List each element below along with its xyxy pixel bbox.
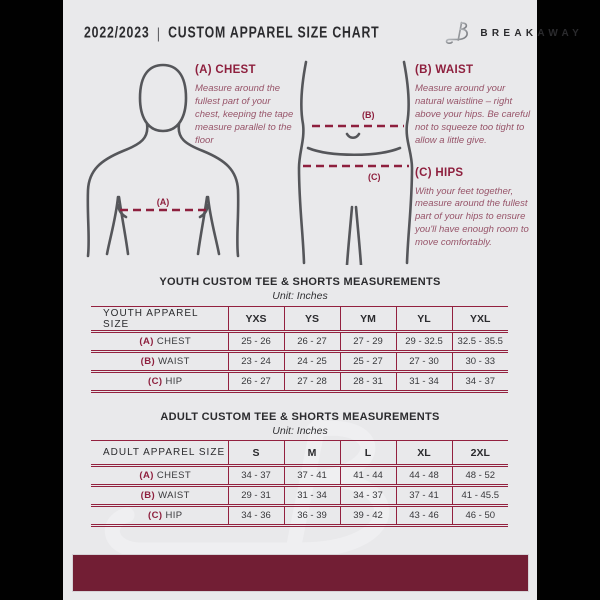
youth-size-table bbox=[91, 306, 508, 393]
row-marker: (B) bbox=[140, 490, 156, 501]
brand-wordmark: BREAKAWAY bbox=[480, 27, 584, 39]
youth-table-title: YOUTH CUSTOM TEE & SHORTS MEASUREMENTS bbox=[159, 276, 441, 288]
breakaway-logo-icon bbox=[444, 19, 471, 45]
chest-heading: (A) CHEST bbox=[195, 64, 256, 76]
table-cell: 26 - 27 bbox=[284, 332, 340, 352]
hips-marker-label: (C) bbox=[368, 172, 381, 182]
table-cell: 34 - 36 bbox=[228, 506, 284, 526]
row-name: WAIST bbox=[158, 356, 190, 367]
youth-table-unit: Unit: Inches bbox=[272, 290, 328, 302]
youth-size-column-label: YOUTH APPAREL SIZE bbox=[91, 307, 228, 332]
column-header: YS bbox=[284, 307, 340, 332]
table-cell: 43 - 46 bbox=[396, 506, 452, 526]
hips-guide bbox=[415, 167, 532, 251]
table-cell: 41 - 45.5 bbox=[452, 486, 508, 506]
column-header: M bbox=[284, 441, 340, 466]
table-cell: 34 - 37 bbox=[228, 466, 284, 486]
youth-size-table-wrap bbox=[91, 306, 508, 393]
adult-size-table bbox=[91, 440, 508, 527]
column-header: 2XL bbox=[452, 441, 508, 466]
table-cell: 23 - 24 bbox=[228, 352, 284, 372]
column-header: YXL bbox=[452, 307, 508, 332]
table-cell: 36 - 39 bbox=[284, 506, 340, 526]
row-marker: (C) bbox=[148, 510, 163, 521]
youth-header-row bbox=[91, 307, 508, 332]
table-row bbox=[91, 466, 508, 486]
brand-lockup bbox=[444, 19, 583, 45]
header bbox=[84, 16, 584, 48]
table-cell: 44 - 48 bbox=[396, 466, 452, 486]
table-row bbox=[91, 352, 508, 372]
chest-marker-label: (A) bbox=[156, 197, 170, 207]
waist-guide bbox=[415, 64, 532, 148]
row-label bbox=[91, 506, 228, 526]
column-header: YM bbox=[340, 307, 396, 332]
table-cell: 37 - 41 bbox=[396, 486, 452, 506]
table-cell: 27 - 28 bbox=[284, 372, 340, 392]
adult-size-column-label: ADULT APPAREL SIZE bbox=[91, 441, 228, 466]
table-row bbox=[91, 332, 508, 352]
table-cell: 25 - 26 bbox=[228, 332, 284, 352]
table-cell: 27 - 30 bbox=[396, 352, 452, 372]
table-cell: 28 - 31 bbox=[340, 372, 396, 392]
row-label bbox=[91, 332, 228, 352]
edition-label: 2022/2023 bbox=[84, 22, 150, 42]
row-label bbox=[91, 486, 228, 506]
column-header: L bbox=[340, 441, 396, 466]
table-row bbox=[91, 372, 508, 392]
row-name: WAIST bbox=[158, 490, 190, 501]
table-cell: 37 - 41 bbox=[284, 466, 340, 486]
adult-size-table-wrap bbox=[91, 440, 508, 527]
adult-table-unit: Unit: Inches bbox=[272, 425, 328, 437]
table-cell: 39 - 42 bbox=[340, 506, 396, 526]
adult-table-title: ADULT CUSTOM TEE & SHORTS MEASUREMENTS bbox=[160, 411, 440, 423]
table-cell: 27 - 29 bbox=[340, 332, 396, 352]
chart-title: CUSTOM APPAREL SIZE CHART bbox=[168, 22, 380, 42]
table-cell: 29 - 31 bbox=[228, 486, 284, 506]
table-cell: 34 - 37 bbox=[340, 486, 396, 506]
lower-body-outline bbox=[299, 62, 412, 265]
row-label bbox=[91, 466, 228, 486]
table-cell: 25 - 27 bbox=[340, 352, 396, 372]
measure-guide-section bbox=[63, 50, 537, 272]
table-cell: 31 - 34 bbox=[284, 486, 340, 506]
waist-heading: (B) WAIST bbox=[415, 64, 474, 76]
table-cell: 34 - 37 bbox=[452, 372, 508, 392]
footer-bar bbox=[72, 554, 529, 592]
table-cell: 24 - 25 bbox=[284, 352, 340, 372]
size-chart-document bbox=[63, 0, 584, 600]
waist-instructions: Measure around your natural waistline – right above your hips. Be careful not to squeeze too tight to allow a little give. bbox=[415, 83, 531, 146]
table-cell: 26 - 27 bbox=[228, 372, 284, 392]
adult-header-row bbox=[91, 441, 508, 466]
table-cell: 31 - 34 bbox=[396, 372, 452, 392]
table-cell: 46 - 50 bbox=[452, 506, 508, 526]
row-marker: (A) bbox=[139, 336, 154, 347]
page-title bbox=[84, 23, 379, 41]
table-cell: 41 - 44 bbox=[340, 466, 396, 486]
row-marker: (C) bbox=[148, 376, 163, 387]
waist-hips-figure-illustration bbox=[294, 60, 419, 265]
row-marker: (B) bbox=[140, 356, 156, 367]
hips-heading: (C) HIPS bbox=[415, 166, 464, 179]
table-cell: 29 - 32.5 bbox=[396, 332, 452, 352]
chest-instructions: Measure around the fullest part of your chest, keeping the tape measure parallel to the floor bbox=[195, 83, 294, 146]
chest-guide bbox=[195, 64, 298, 148]
table-row bbox=[91, 506, 508, 526]
table-cell: 30 - 33 bbox=[452, 352, 508, 372]
row-marker: (A) bbox=[139, 470, 154, 481]
column-header: YXS bbox=[228, 307, 284, 332]
row-name: HIP bbox=[165, 510, 183, 521]
hips-instructions: With your feet together, measure around the fullest part of your hips to ensure you'll have enough room to move comfortably. bbox=[415, 185, 529, 249]
table-cell: 48 - 52 bbox=[452, 466, 508, 486]
title-divider: | bbox=[156, 23, 161, 41]
column-header: S bbox=[228, 441, 284, 466]
column-header: YL bbox=[396, 307, 452, 332]
table-cell: 32.5 - 35.5 bbox=[452, 332, 508, 352]
table-row bbox=[91, 486, 508, 506]
row-name: CHEST bbox=[156, 470, 192, 481]
row-label bbox=[91, 352, 228, 372]
row-name: HIP bbox=[165, 376, 183, 387]
row-label bbox=[91, 372, 228, 392]
waist-marker-label: (B) bbox=[362, 110, 375, 120]
row-name: CHEST bbox=[156, 336, 192, 347]
waist-hips-guide bbox=[415, 64, 532, 250]
column-header: XL bbox=[396, 441, 452, 466]
